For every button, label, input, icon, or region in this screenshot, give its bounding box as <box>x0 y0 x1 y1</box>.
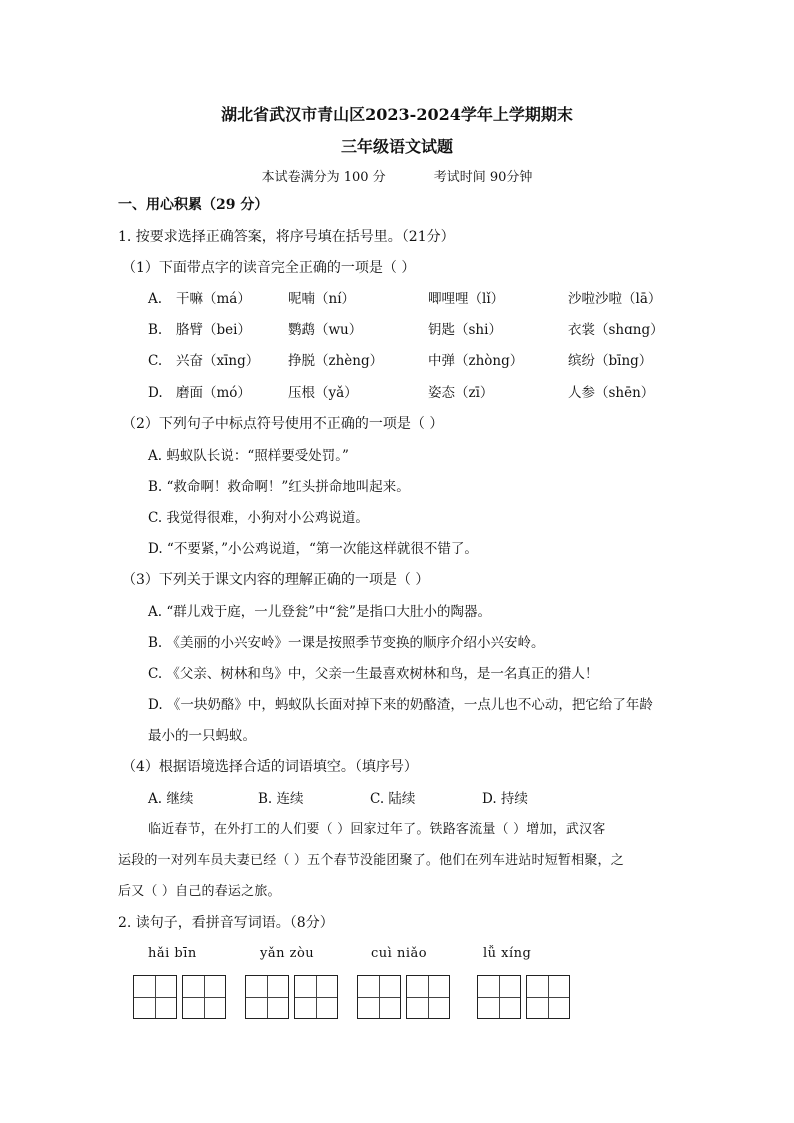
pronunciation-choice: 姿态（zī） <box>428 385 494 401</box>
writing-grid-box[interactable] <box>477 975 521 1019</box>
pinyin-prompt: hǎi bīn <box>148 946 197 961</box>
pinyin-prompt: cuì niǎo <box>371 946 428 961</box>
pronunciation-choice: 呢喃（ní） <box>288 291 356 307</box>
pronunciation-choice: 干嘛（má） <box>176 291 251 307</box>
comprehension-option-continued: 最小的一只蚂蚁。 <box>148 728 256 744</box>
question-2: 2. 读句子，看拼音写词语。（8分） <box>118 915 334 931</box>
comprehension-option: C. 《父亲、树林和鸟》中，父亲一生最喜欢树林和鸟，是一名真正的猎人！ <box>148 666 599 682</box>
pinyin-prompt: yǎn zòu <box>260 946 315 961</box>
context-paragraph-line: 临近春节，在外打工的人们要（ ）回家过年了。铁路客流量（ ）增加，武汉客 <box>148 822 606 837</box>
writing-grid-box[interactable] <box>526 975 570 1019</box>
pinyin-prompt: lǚ xíng <box>483 946 532 961</box>
comprehension-option: A. “群儿戏于庭，一儿登瓮”中“瓮”是指口大肚小的陶器。 <box>148 604 491 620</box>
pronunciation-choice: 缤纷（bīng） <box>568 353 653 369</box>
punctuation-option: C. 我觉得很难，小狗对小公鸡说道。 <box>148 510 369 526</box>
word-option: B. 连续 <box>258 791 304 807</box>
pronunciation-choice: 衣裳（shɑng） <box>568 322 664 338</box>
pronunciation-choice: 钥匙（shi） <box>428 322 502 338</box>
pronunciation-choice: 唧哩哩（lǐ） <box>428 291 505 307</box>
option-letter: C. <box>148 353 163 369</box>
question-1-part-1: （1）下面带点字的读音完全正确的一项是（ ） <box>122 260 416 276</box>
punctuation-option: A. 蚂蚁队长说：“照样要受处罚。” <box>148 448 349 464</box>
writing-grid-box[interactable] <box>245 975 289 1019</box>
punctuation-option: D. “不要紧，”小公鸡说道，“第一次能这样就很不错了。 <box>148 541 478 557</box>
question-1: 1. 按要求选择正确答案，将序号填在括号里。（21分） <box>118 229 455 245</box>
word-option: C. 陆续 <box>370 791 416 807</box>
writing-grid-box[interactable] <box>294 975 338 1019</box>
option-letter: A. <box>148 291 163 307</box>
word-option: D. 持续 <box>482 791 528 807</box>
section-heading: 一、用心积累（29 分） <box>118 197 269 213</box>
writing-grid-box[interactable] <box>133 975 177 1019</box>
comprehension-option: B. 《美丽的小兴安岭》一课是按照季节变换的顺序介绍小兴安岭。 <box>148 635 545 651</box>
option-letter: D. <box>148 385 163 401</box>
exam-info <box>0 166 794 185</box>
option-letter: B. <box>148 322 163 338</box>
writing-grid-box[interactable] <box>406 975 450 1019</box>
pronunciation-choice: 压根（yǎ） <box>288 385 358 401</box>
pronunciation-choice: 中弹（zhòng） <box>428 353 524 369</box>
pronunciation-choice: 兴奋（xīng） <box>176 353 260 369</box>
writing-grid-box[interactable] <box>182 975 226 1019</box>
punctuation-option: B. “救命啊！救命啊！”红头拼命地叫起来。 <box>148 479 410 495</box>
pronunciation-choice: 胳臂（bei） <box>176 322 251 338</box>
question-1-part-3: （3）下列关于课文内容的理解正确的一项是（ ） <box>122 572 430 588</box>
word-option: A. 继续 <box>148 791 194 807</box>
comprehension-option: D. 《一块奶酪》中，蚂蚁队长面对掉下来的奶酪渣，一点儿也不心动，把它给了年龄 <box>148 697 653 713</box>
score-note: 本试卷满分为 100 分 <box>261 170 386 185</box>
pronunciation-choice: 沙啦沙啦（lā） <box>568 291 662 307</box>
question-1-part-2: （2）下列句子中标点符号使用不正确的一项是（ ） <box>122 416 444 432</box>
exam-subtitle: 三年级语文试题 <box>340 137 453 156</box>
exam-title: 湖北省武汉市青山区2023-2024学年上学期期末 <box>221 105 573 124</box>
pronunciation-choice: 人参（shēn） <box>568 385 655 401</box>
pronunciation-choice: 鹦鹉（wu） <box>288 322 363 338</box>
pronunciation-choice: 挣脱（zhèng） <box>288 353 384 369</box>
time-note: 考试时间 90分钟 <box>433 170 533 185</box>
context-paragraph-line: 后又（ ）自己的春运之旅。 <box>118 884 281 899</box>
writing-grid-box[interactable] <box>357 975 401 1019</box>
question-1-part-4: （4）根据语境选择合适的词语填空。（填序号） <box>122 759 418 775</box>
context-paragraph-line: 运段的一对列车员夫妻已经（ ）五个春节没能团聚了。他们在列车进站时短暂相聚，之 <box>118 853 624 868</box>
pronunciation-choice: 磨面（mó） <box>176 385 251 401</box>
